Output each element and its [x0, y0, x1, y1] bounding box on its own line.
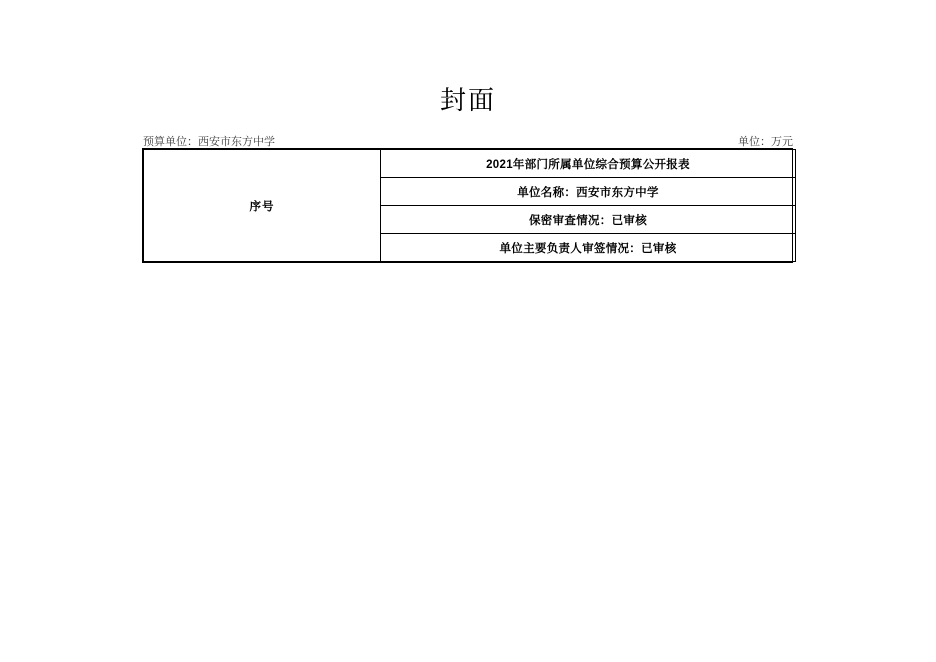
cover-table [142, 148, 793, 263]
confidentiality-review-cell: 保密审查情况：已审核 [381, 206, 796, 234]
table-row [144, 150, 796, 178]
leader-signoff-cell: 单位主要负责人审签情况：已审核 [381, 234, 796, 262]
currency-unit-label: 单位：万元 [738, 136, 793, 148]
unit-name-cell: 单位名称：西安市东方中学 [381, 178, 796, 206]
page-title: 封面 [439, 86, 496, 115]
budget-unit-label: 预算单位：西安市东方中学 [143, 136, 275, 148]
report-title-cell: 2021年部门所属单位综合预算公开报表 [381, 150, 796, 178]
sequence-header-cell: 序号 [144, 150, 381, 262]
meta-row [143, 133, 793, 149]
